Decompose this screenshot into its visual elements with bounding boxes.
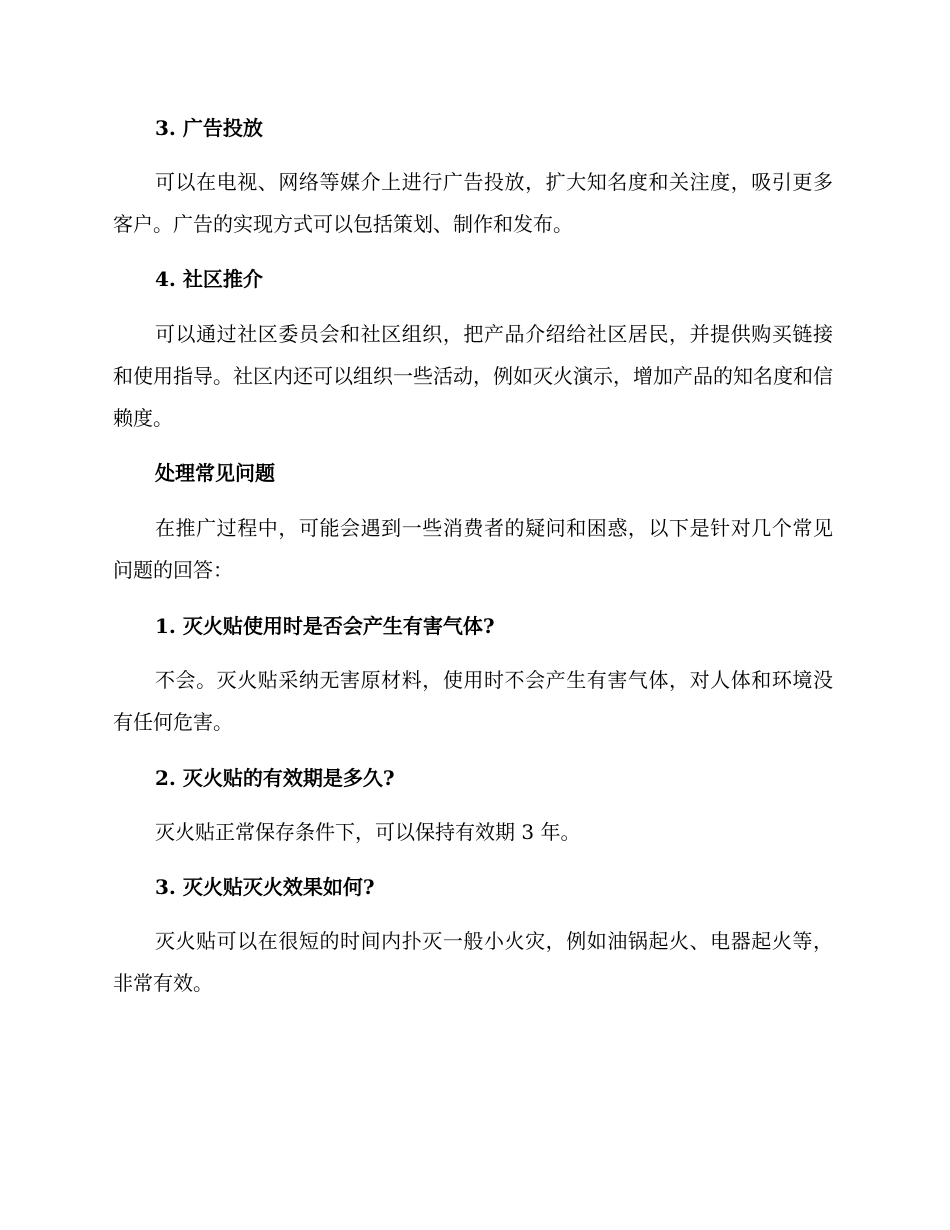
faq-question-3: 3. 灭火贴灭火效果如何? bbox=[155, 875, 375, 899]
section-heading-faq: 处理常见问题 bbox=[155, 461, 275, 485]
section-body-community: 可以通过社区委员会和社区组织，把产品介绍给社区居民，并提供购买链接和使用指导。社区内还可以组织一些活动，例如灭火演示，增加产品的知名度和信赖度。 bbox=[113, 322, 833, 430]
section-body-faq: 在推广过程中，可能会遇到一些消费者的疑问和困惑，以下是针对几个常见问题的回答： bbox=[113, 516, 833, 582]
faq-question-2: 2. 灭火贴的有效期是多久? bbox=[155, 766, 395, 790]
faq-answer-1: 不会。灭火贴采纳无害原材料，使用时不会产生有害气体，对人体和环境没有任何危害。 bbox=[113, 668, 833, 734]
faq-question-1: 1. 灭火贴使用时是否会产生有害气体? bbox=[155, 614, 495, 638]
faq-answer-2: 灭火贴正常保存条件下，可以保持有效期 3 年。 bbox=[155, 820, 581, 844]
section-body-advertising: 可以在电视、网络等媒介上进行广告投放，扩大知名度和关注度，吸引更多客户。广告的实现方式可以包括策划、制作和发布。 bbox=[113, 170, 833, 236]
section-heading-community: 4. 社区推介 bbox=[155, 267, 263, 291]
section-heading-advertising: 3. 广告投放 bbox=[155, 116, 263, 140]
faq-answer-3: 灭火贴可以在很短的时间内扑灭一般小火灾，例如油锅起火、电器起火等，非常有效。 bbox=[113, 929, 833, 995]
